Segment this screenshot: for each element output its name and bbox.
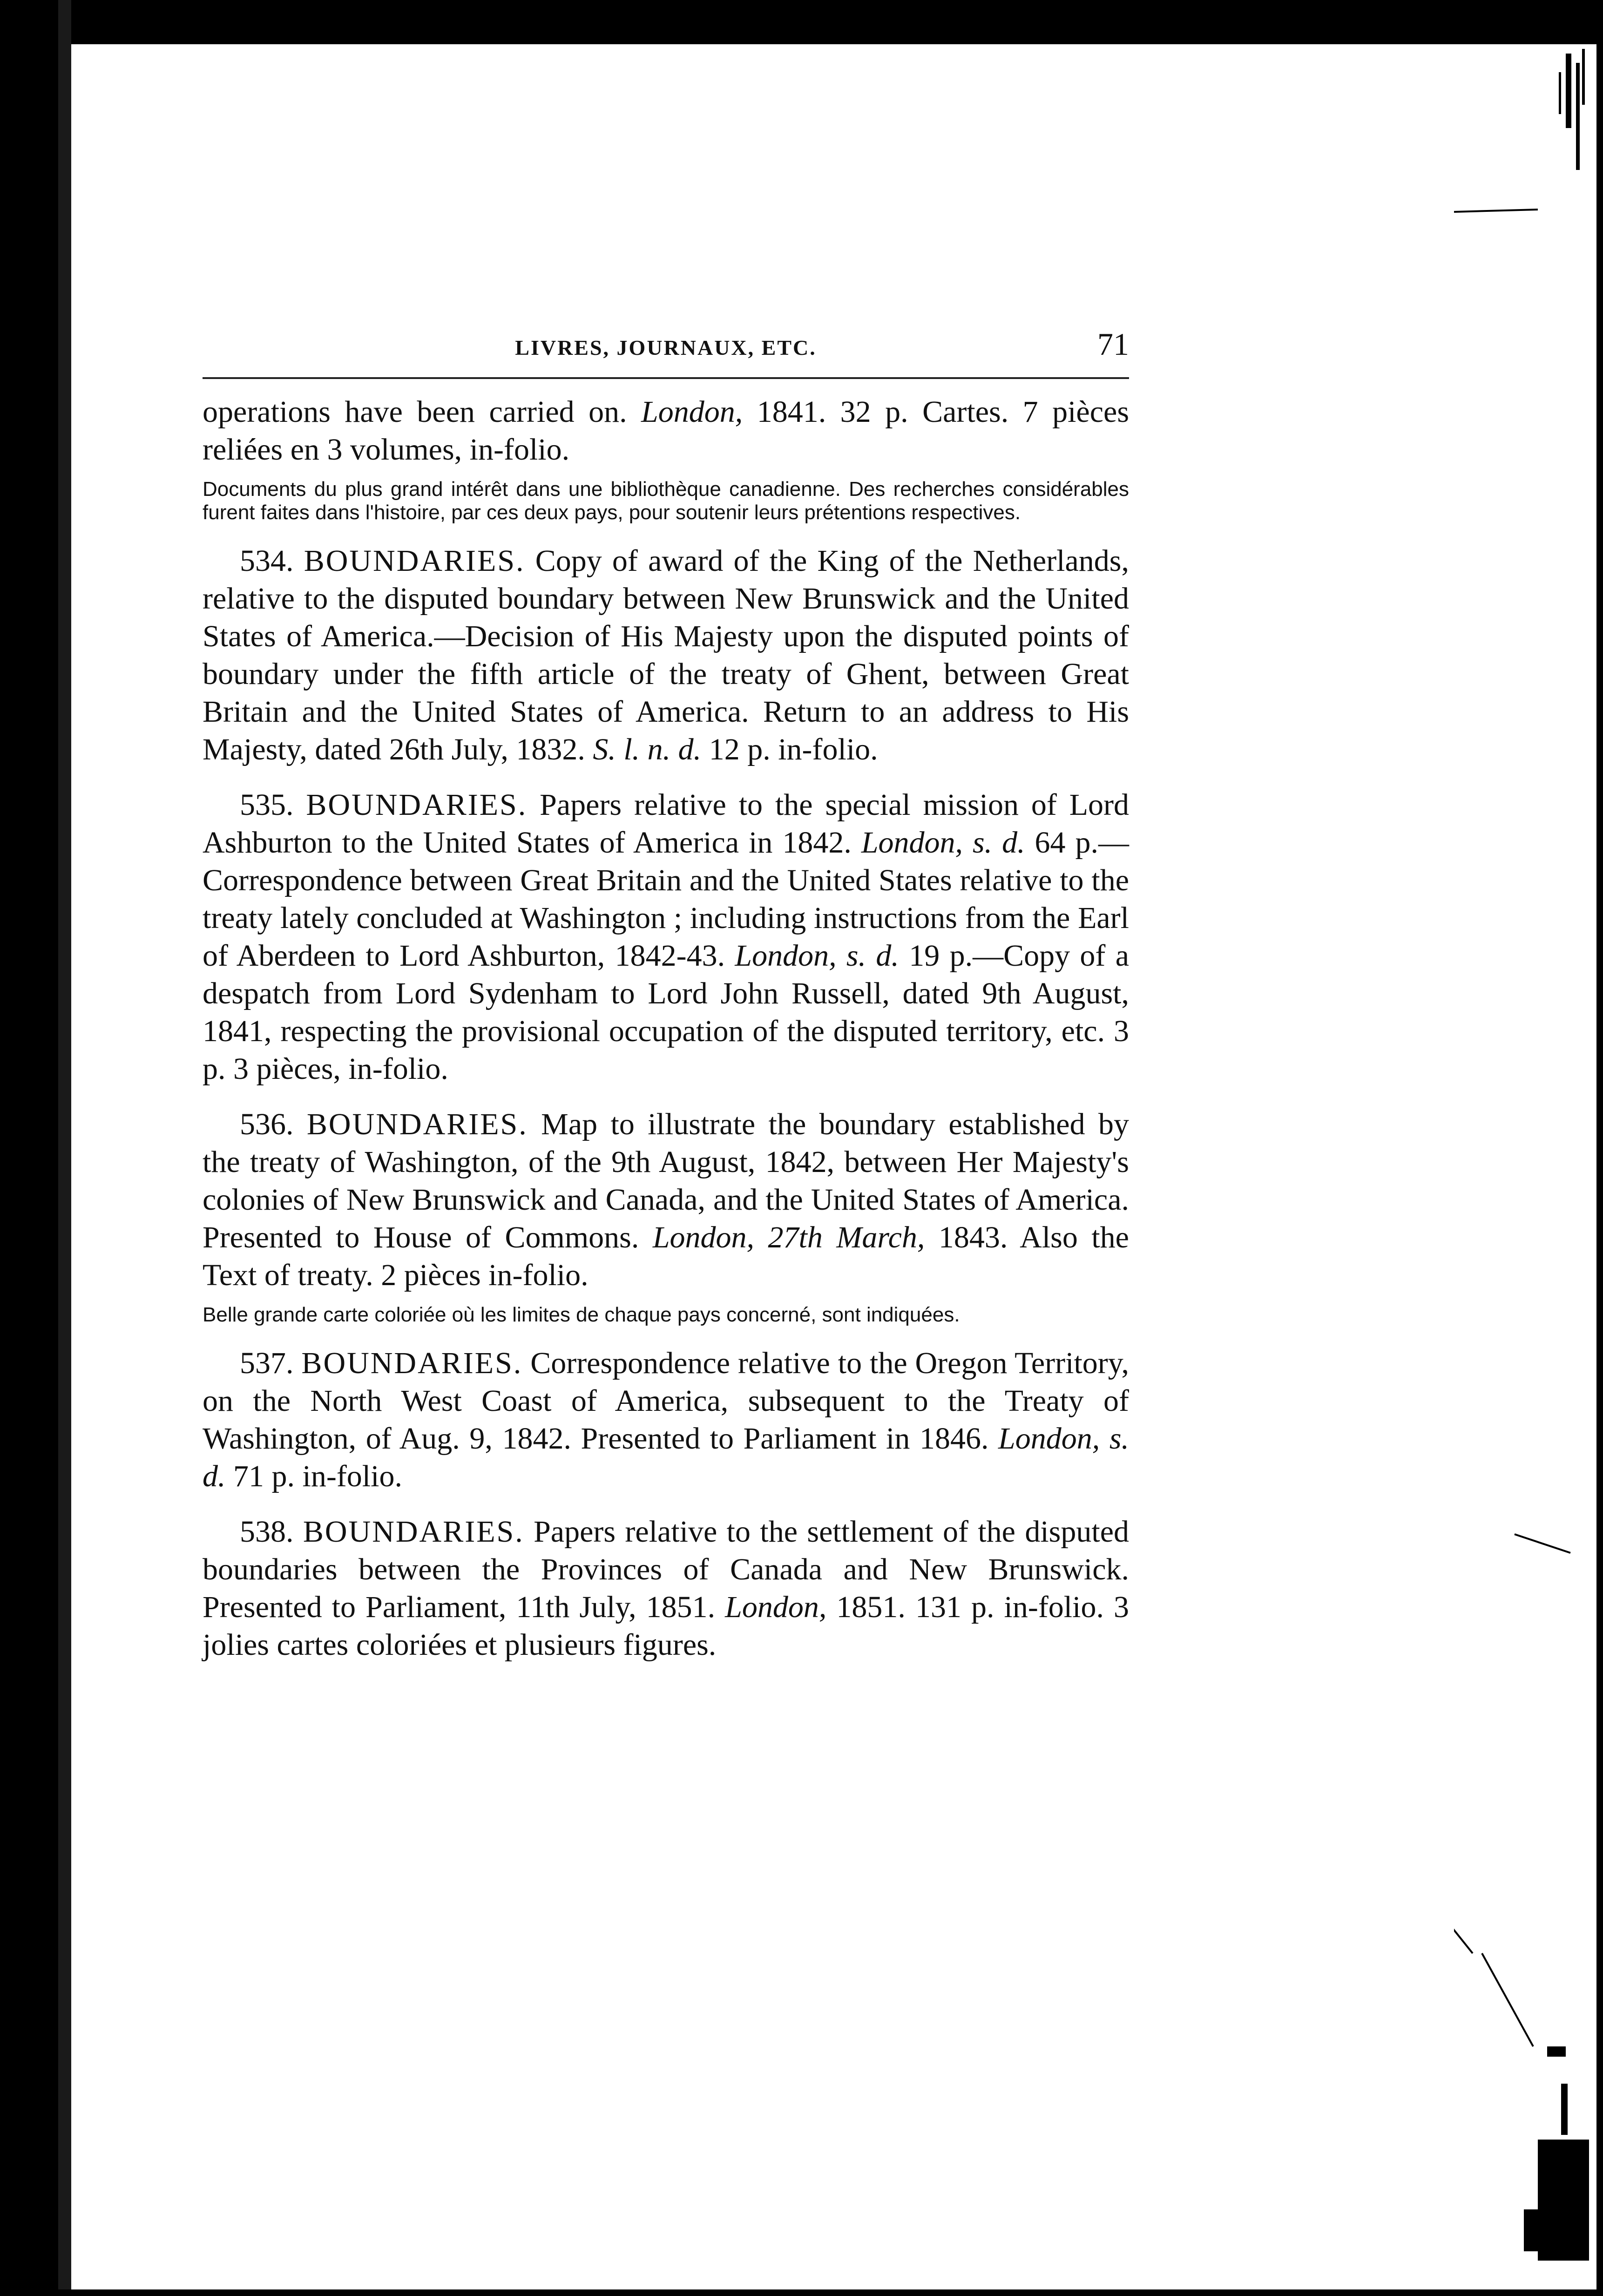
entry-italic: London, s. d. [735,939,899,973]
running-title: LIVRES, JOURNAUX, ETC. [515,336,817,359]
entry-text: 12 p. in-folio. [701,732,878,766]
entry-538 [203,1513,1129,1664]
entry-paragraph [203,1105,1129,1294]
entry-paragraph [203,786,1129,1088]
entry-italic: London, [725,1590,827,1624]
carryover-text: operations have been carried on. [203,395,642,429]
scan-border-bottom [0,2289,1603,2296]
entry-number: 537. [240,1346,294,1380]
entry-heading: BOUNDARIES. [306,788,528,822]
entry-text: 64 p.—Correspondence between Great Britain and the United States relative to the treaty lately concluded at Washington ; including instructions from the Earl of Aberdeen to Lord Ashburton, 1842-43. [203,826,1130,973]
entry-italic: London, 27th March, [652,1220,925,1254]
entry-heading: BOUNDARIES. [301,1346,523,1380]
running-header [203,326,1129,379]
carryover-place: London, [641,395,743,429]
entry-536 [203,1105,1129,1327]
entry-text: Copy of award of the King of the Netherlands, relative to the disputed boundary between New Brunswick and the United States of America.—Decision of His Majesty upon the disputed points of boundary under the fifth article of the treaty of Ghent, between Great Britain and the United States of America. Return to an address to His Majesty, dated 26th July, 1832. [203,544,1129,766]
entry-537 [203,1344,1129,1495]
entry-text: Papers relative to the settlement of the disputed boundaries between the Provinces of Canada and New Brunswick. Presented to Parliament, 11th July, 1851. [203,1515,1130,1624]
page-number: 71 [1097,326,1129,362]
entry-text: 71 p. in-folio. [225,1459,402,1493]
scan-border-left-shadow [58,0,71,2296]
entry-number: 534. [240,544,294,578]
entry-535 [203,786,1129,1088]
entry-italic: London, s. d. [203,1422,1130,1493]
scan-border-top [0,0,1603,44]
entry-italic: S. l. n. d. [593,732,702,766]
entry-number: 538. [240,1515,294,1549]
entry-text: Map to illustrate the boundary established by the treaty of Washington, of the 9th August, 1842, between Her Majesty's colonies of New Brunswick and Canada, and the United States of America. Presented to House of Commons. [203,1107,1129,1254]
entry-number: 535. [240,788,294,822]
entry-534 [203,542,1129,768]
carryover-paragraph [203,393,1129,468]
entry-heading: BOUNDARIES. [304,544,525,578]
entry-italic: London, s. d. [861,826,1025,860]
entry-note: Belle grande carte coloriée où les limites de chaque pays concerné, sont indiquées. [203,1303,960,1326]
entry-heading: BOUNDARIES. [303,1515,524,1549]
entry-text: 1851. 131 p. in-folio. 3 jolies cartes coloriées et plusieurs figures. [203,1590,1129,1662]
entry-paragraph [203,542,1129,768]
scan-noise-right-edge [1454,44,1594,2289]
scan-border-left [0,0,58,2296]
entry-text: 1843. Also the Text of treaty. 2 pièces in-folio. [203,1220,1129,1292]
entry-heading: BOUNDARIES. [306,1107,528,1141]
carryover-rest: 1841. 32 p. Cartes. 7 pièces reliées en 3 volumes, in-folio. [203,395,1129,467]
book-page [203,326,1129,1664]
note-paragraph: Documents du plus grand intérêt dans une bibliothèque canadienne. Des recherches considérables furent faites dans l'histoire, par ces deux pays, pour soutenir leurs prétentions respectives. [203,478,1129,524]
entry-text: Correspondence relative to the Oregon Territory, on the North West Coast of America, subsequent to the Treaty of Washington, of Aug. 9, 1842. Presented to Parliament in 1846. [203,1346,1130,1456]
entry-number: 536. [240,1107,294,1141]
entry-text: Papers relative to the special mission of Lord Ashburton to the United States of America in 1842. [203,788,1129,860]
scan-border-right [1596,0,1603,2296]
entry-paragraph [203,1513,1129,1664]
entry-paragraph [203,1344,1129,1495]
entry-text: 19 p.—Copy of a despatch from Lord Sydenham to Lord John Russell, dated 9th August, 1841, respecting the provisional occupation of the disputed territory, etc. 3 p. 3 pièces, in-folio. [203,939,1130,1086]
